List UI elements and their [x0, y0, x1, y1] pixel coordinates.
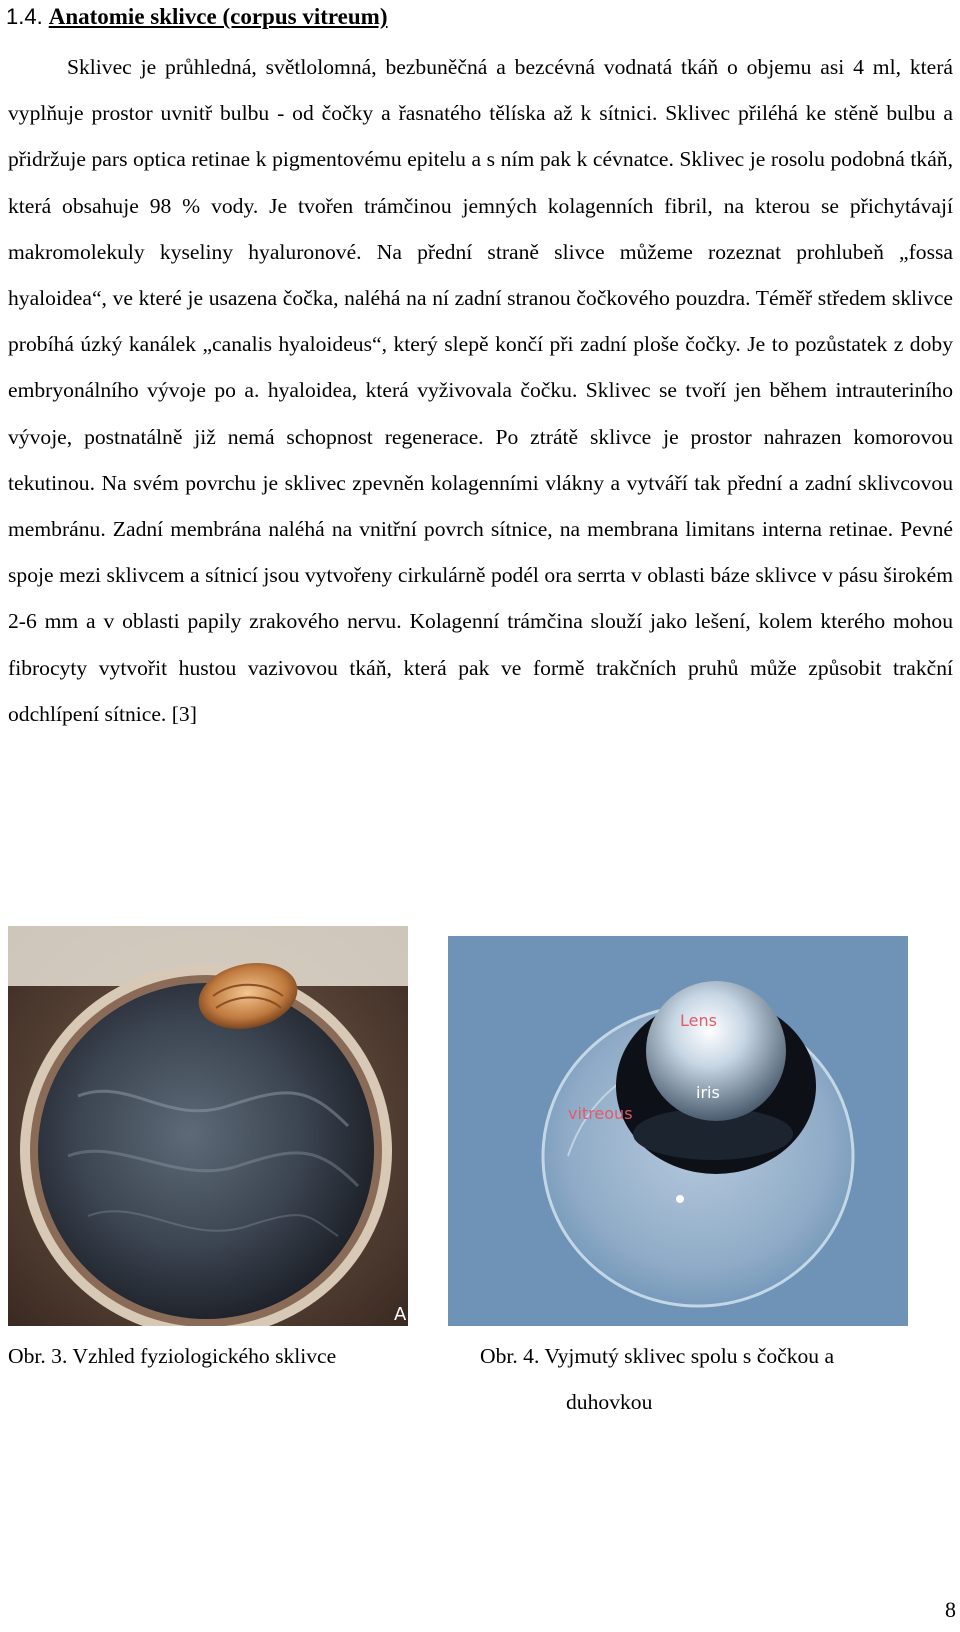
body-paragraph: Sklivec je průhledná, světlolomná, bezbuněčná a bezcévná vodnatá tkáň o objemu asi 4 ml, která vyplňuje prostor uvnitř bulbu - od čočky a řasnatého tělíska až k sítnici. Sklivec přiléhá ke stěně bulbu a přidržuje pars optica retinae k pigmentovému epitelu a s ním pak k cévnatce. Sklivec je rosolu podobná tkáň, která obsahuje 98 % vody. Je tvořen trámčinou jemných kolagenních fibril, na kterou se přichytávají makromolekuly kyseliny hyaluronové. Na přední straně slivce můžeme rozeznat prohlubeň „fossa hyaloidea“, ve které je usazena čočka, naléhá na ní zadní stranou čočkového pouzdra. Téměř středem sklivce probíhá úzký kanálek „canalis hyaloideus“, který slepě končí při zadní ploše čočky. Je to pozůstatek z doby embryonálního vývoje po a. hyaloidea, která vyživovala čočku. Sklivec se tvoří jen během intrauteriního vývoje, postnatálně již nemá schopnost regenerace. Po ztrátě sklivce je prostor nahrazen komorovou tekutinou. Na svém povrchu je sklivec zpevněn kolagenními vlákny a vytváří tak přední a zadní sklivcovou membránu. Zadní membrána naléhá na vnitřní povrch sítnice, na membrana limitans interna retinae. Pevné spoje mezi sklivcem a sítnicí jsou vytvořeny cirkulárně podél ora serrta v oblasti báze sklivce v pásu širokém 2-6 mm a v oblasti papily zrakového nervu. Kolagenní trámčina slouží jako lešení, kolem kterého mohou fibrocyty vytvořit hustou vazivovou tkáň, která pak ve formě trakčních pruhů může způsobit trakční odchlípení sítnice. [3]	[8, 55, 953, 726]
section-number: 1.4.	[6, 4, 43, 29]
page-number: 8	[945, 1597, 956, 1622]
figure-4-image	[448, 936, 908, 1326]
label-vitreous: vitreous	[568, 1104, 633, 1123]
section-title: Anatomie sklivce (corpus vitreum)	[48, 4, 388, 29]
label-iris: iris	[696, 1083, 720, 1102]
label-lens: Lens	[680, 1011, 717, 1030]
figure-4-caption-line-2: duhovkou	[566, 1390, 653, 1414]
figure-3-caption: Obr. 3. Vzhled fyziologického sklivce	[8, 1344, 337, 1368]
figure-3-image	[8, 926, 408, 1326]
figure-4-caption-line-1: Obr. 4. Vyjmutý sklivec spolu s čočkou a	[480, 1344, 835, 1368]
section-heading	[6, 0, 387, 34]
figure-3-panel-letter: A	[394, 1304, 407, 1325]
